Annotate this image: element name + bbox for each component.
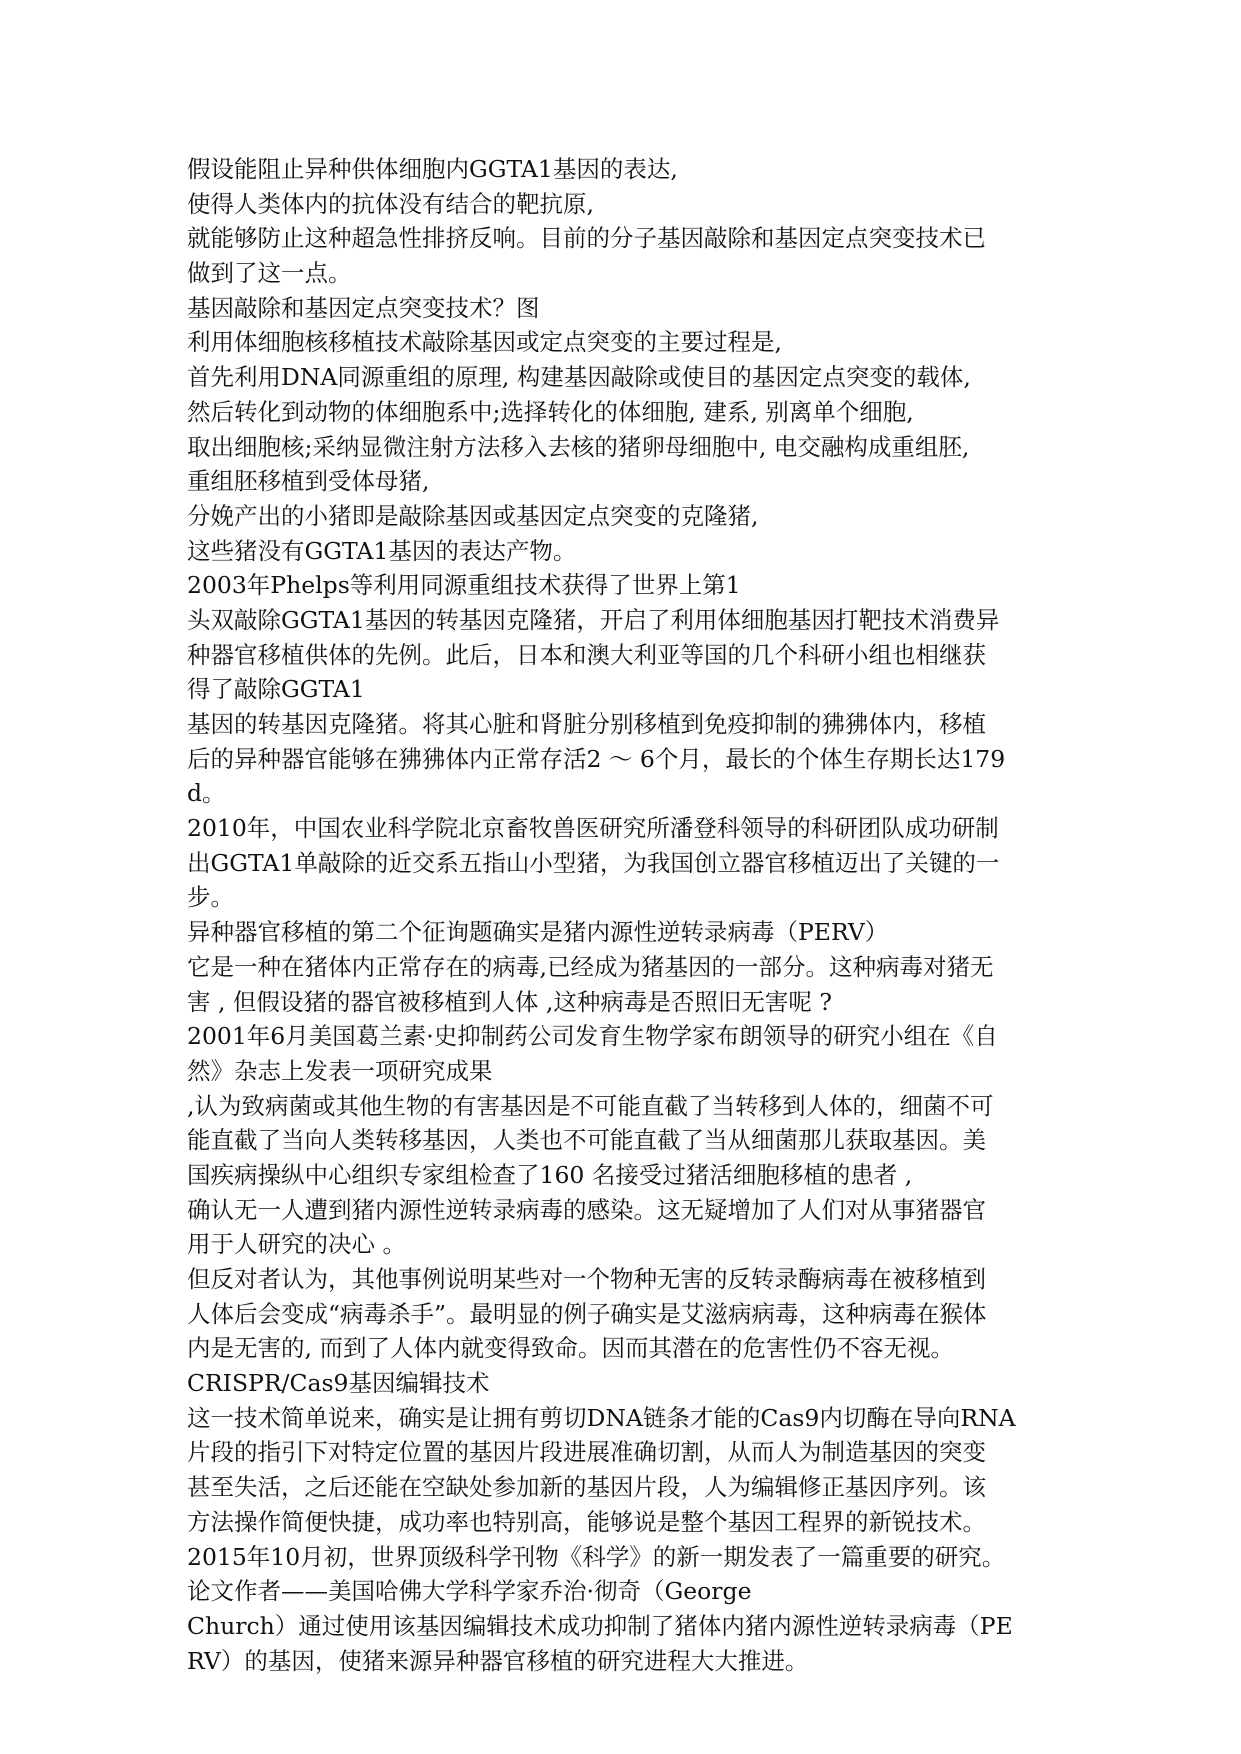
section-heading: 基因敲除和基因定点突变技术？图 bbox=[187, 293, 540, 322]
text-line: 2015年10月初，世界顶级科学刊物《科学》的新一期发表了一篇重要的研究。 bbox=[187, 1542, 1006, 1571]
text-line: 后的异种器官能够在狒狒体内正常存活2 ～ 6个月，最长的个体生存期长达179 bbox=[187, 744, 1006, 773]
text-line: 出GGTA1单敲除的近交系五指山小型猪，为我国创立器官移植迈出了关键的一 bbox=[187, 848, 1000, 877]
text-line: RV）的基因，使猪来源异种器官移植的研究进程大大推进。 bbox=[187, 1646, 809, 1675]
text-line: 假设能阻止异种供体细胞内GGTA1基因的表达, bbox=[187, 155, 678, 183]
section-heading: CRISPR/Cas9基因编辑技术 bbox=[187, 1369, 490, 1398]
text-line: 利用体细胞核移植技术敲除基因或定点突变的主要过程是, bbox=[187, 328, 782, 357]
text-line: 然》杂志上发表一项研究成果 bbox=[187, 1056, 493, 1085]
text-line: 就能够防止这种超急性排挤反响。目前的分子基因敲除和基因定点突变技术已 bbox=[187, 224, 986, 253]
text-line: 2010年，中国农业科学院北京畜牧兽医研究所潘登科领导的科研团队成功研制 bbox=[187, 814, 999, 843]
text-line: 2001年6月美国葛兰素·史抑制药公司发育生物学家布朗领导的研究小组在《自 bbox=[187, 1022, 998, 1051]
text-line: 分娩产出的小猪即是敲除基因或基因定点突变的克隆猪, bbox=[187, 501, 759, 530]
text-line: 但反对者认为，其他事例说明某些对一个物种无害的反转录酶病毒在被移植到 bbox=[187, 1265, 986, 1293]
text-line: 首先利用DNA同源重组的原理, 构建基因敲除或使目的基因定点突变的载体, bbox=[187, 363, 971, 392]
text-line: 人体后会变成“病毒杀手”。最明显的例子确实是艾滋病病毒，这种病毒在猴体 bbox=[187, 1299, 987, 1328]
text-line: 这一技术简单说来，确实是让拥有剪切DNA链条才能的Cas9内切酶在导向RNA bbox=[187, 1403, 1016, 1432]
text-line: 步。 bbox=[187, 883, 234, 912]
text-line: 甚至失活，之后还能在空缺处参加新的基因片段，人为编辑修正基因序列。该 bbox=[187, 1473, 986, 1502]
text-line: 基因的转基因克隆猪。将其心脏和肾脏分别移植到免疫抑制的狒狒体内，移植 bbox=[187, 710, 986, 738]
text-line: 它是一种在猪体内正常存在的病毒,已经成为猪基因的一部分。这种病毒对猪无 bbox=[187, 952, 994, 981]
text-line: 方法操作简便快捷，成功率也特别高，能够说是整个基因工程界的新锐技术。 bbox=[187, 1507, 986, 1536]
text-line: 能直截了当向人类转移基因，人类也不可能直截了当从细菌那儿获取基因。美 bbox=[187, 1126, 986, 1155]
text-line: 得了敲除GGTA1 bbox=[187, 675, 365, 704]
text-line: 论文作者——美国哈佛大学科学家乔治·彻奇（George bbox=[187, 1577, 752, 1606]
text-line: 内是无害的, 而到了人体内就变得致命。因而其潜在的危害性仍不容无视。 bbox=[187, 1334, 954, 1363]
text-line: 重组胚移植到受体母猪, bbox=[187, 467, 430, 496]
text-line: 2003年Phelps等利用同源重组技术获得了世界上第1 bbox=[187, 571, 741, 600]
text-line: ,认为致病菌或其他生物的有害基因是不可能直截了当转移到人体的，细菌不可 bbox=[187, 1091, 994, 1120]
text-line: 确认无一人遭到猪内源性逆转录病毒的感染。这无疑增加了人们对从事猪器官 bbox=[187, 1195, 986, 1224]
text-line: 片段的指引下对特定位置的基因片段进展准确切割，从而人为制造基因的突变 bbox=[187, 1438, 986, 1467]
text-line: 种器官移植供体的先例。此后，日本和澳大利亚等国的几个科研小组也相继获 bbox=[187, 640, 986, 669]
text-line: 取出细胞核;采纳显微注射方法移入去核的猪卵母细胞中, 电交融构成重组胚, bbox=[187, 432, 970, 461]
text-line: 害 , 但假设猪的器官被移植到人体 ,这种病毒是否照旧无害呢 ? bbox=[187, 987, 832, 1016]
text-line: 这些猪没有GGTA1基因的表达产物。 bbox=[187, 536, 577, 565]
text-line: 用于人研究的决心 。 bbox=[187, 1230, 406, 1259]
text-line: 然后转化到动物的体细胞系中;选择转化的体细胞, 建系, 别离单个细胞, bbox=[187, 397, 914, 426]
text-line: d。 bbox=[187, 779, 226, 808]
body-text bbox=[187, 152, 1052, 1678]
text-line: 做到了这一点。 bbox=[187, 259, 352, 288]
text-line: 头双敲除GGTA1基因的转基因克隆猪，开启了利用体细胞基因打靶技术消费异 bbox=[187, 605, 1000, 634]
text-line: 国疾病操纵中心组织专家组检查了160 名接受过猪活细胞移植的患者 , bbox=[187, 1160, 913, 1189]
text-line: Church）通过使用该基因编辑技术成功抑制了猪体内猪内源性逆转录病毒（PE bbox=[187, 1611, 1013, 1640]
text-line: 使得人类体内的抗体没有结合的靶抗原, bbox=[187, 189, 594, 218]
text-line: 异种器官移植的第二个征询题确实是猪内源性逆转录病毒（PERV） bbox=[187, 918, 889, 947]
